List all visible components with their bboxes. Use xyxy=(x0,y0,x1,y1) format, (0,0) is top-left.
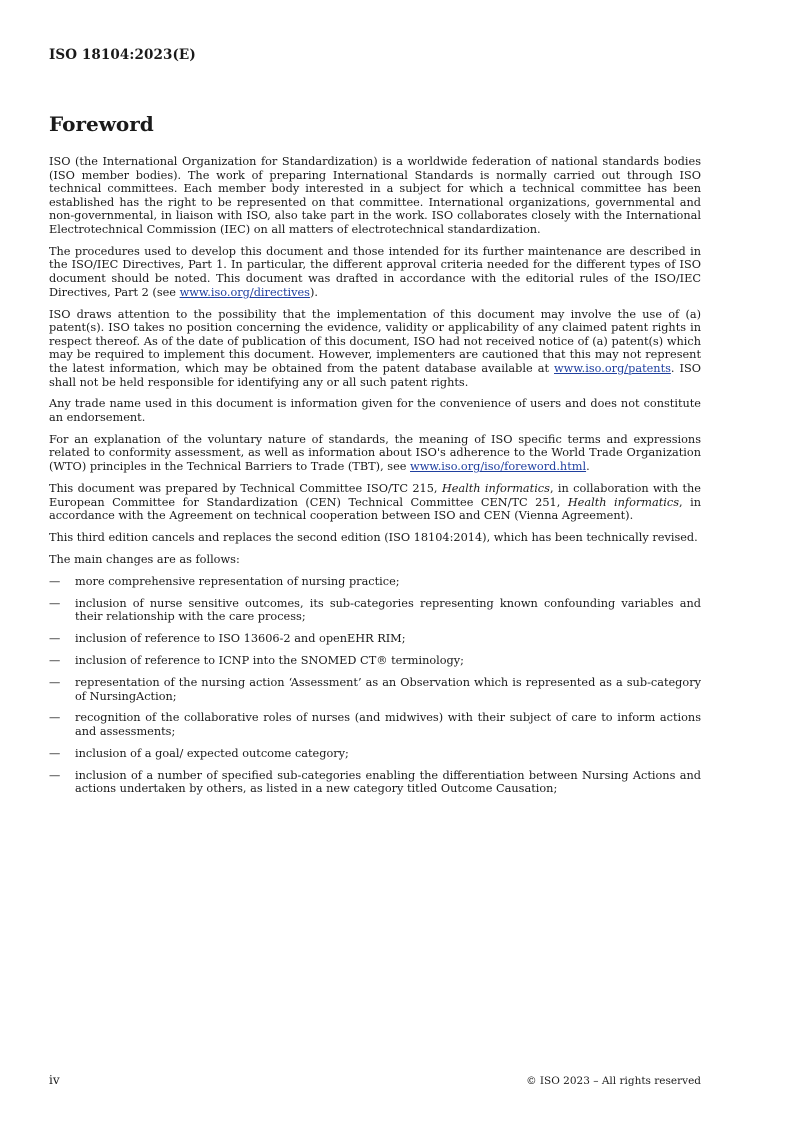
paragraph-text: This document was prepared by Technical Committee ISO/TC 215, xyxy=(49,481,442,495)
list-item xyxy=(49,711,701,738)
list-item-text: inclusion of a goal/ expected outcome category; xyxy=(75,746,349,760)
list-item-text: inclusion of reference to ICNP into the SNOMED CT® terminology; xyxy=(75,654,464,668)
paragraph-trade-name: Any trade name used in this document is information given for the convenience of users and does not constitute an endorsement. xyxy=(49,397,701,424)
foreword-link[interactable]: www.iso.org/iso/foreword.html xyxy=(410,460,587,474)
changes-list xyxy=(49,575,701,796)
dash-bullet: — xyxy=(49,711,61,725)
paragraph-text: ISO draws attention to the possibility that the implementation of this document may involve the use of (a) patent(s). ISO takes no position concerning the evidence, validity or applicability of any claimed patent rights in respect thereof. As of the date of publication of this document, ISO had not received notice of (a) patent(s) which may be required to implement this document. However, implementers are cautioned that this may not represent the latest information, which may be obtained from the patent database available at xyxy=(49,307,701,375)
list-item xyxy=(49,632,701,646)
list-item-text: inclusion of reference to ISO 13606-2 and openEHR RIM; xyxy=(75,632,406,646)
list-item-text: representation of the nursing action ‘Assessment’ as an Observation which is represented as a sub-category of NursingAction; xyxy=(75,675,701,703)
paragraph-patents xyxy=(49,308,701,390)
paragraph-text: . ISO shall not be held responsible for identifying any or all such patent rights. xyxy=(49,361,701,389)
paragraph-changes-intro: The main changes are as follows: xyxy=(49,552,240,566)
paragraph-text: The procedures used to develop this document and those intended for its further maintenance are described in the ISO/IEC Directives, Part 1. In particular, the different approval criteria needed for the different types of ISO document should be noted. This document was drafted in accordance with the editorial rules of the ISO/IEC Directives, Part 2 (see xyxy=(49,244,701,299)
dash-bullet: — xyxy=(49,746,61,760)
list-item-text: more comprehensive representation of nursing practice; xyxy=(75,574,400,588)
document-page xyxy=(49,0,701,1122)
paragraph-text: . xyxy=(586,460,590,474)
paragraph-committee xyxy=(49,482,701,523)
list-item xyxy=(49,575,701,589)
committee-name: Health informatics xyxy=(567,495,680,509)
paragraph-text: For an explanation of the voluntary nature of standards, the meaning of ISO specific terms and expressions related to conformity assessment, as well as information about ISO's adherence to the World Trade Organization (WTO) principles in the Technical Barriers to Trade (TBT), see xyxy=(49,432,701,474)
paragraph-text: , in collaboration with the European Committee for Standardization (CEN) Technical Committee CEN/TC 251, xyxy=(49,481,701,509)
paragraph-text: , in accordance with the Agreement on technical cooperation between ISO and CEN (Vienna Agreement). xyxy=(49,495,701,523)
list-item-text: inclusion of a number of specified sub-categories enabling the differentiation between Nursing Actions and actions undertaken by others, as listed in a new category titled Outcome Causation; xyxy=(75,768,701,796)
list-item xyxy=(49,597,701,624)
list-item xyxy=(49,769,701,796)
list-item xyxy=(49,747,701,761)
document-id: ISO 18104:2023(E) xyxy=(49,47,196,63)
patents-link[interactable]: www.iso.org/patents xyxy=(554,361,671,375)
dash-bullet: — xyxy=(49,654,61,668)
dash-bullet: — xyxy=(49,574,61,588)
list-item xyxy=(49,676,701,703)
paragraph-voluntary-nature xyxy=(49,433,701,474)
dash-bullet: — xyxy=(49,675,61,689)
page-number: iv xyxy=(49,1073,60,1087)
directives-link[interactable]: www.iso.org/directives xyxy=(179,285,310,299)
dash-bullet: — xyxy=(49,768,61,782)
dash-bullet: — xyxy=(49,596,61,610)
paragraph-procedures xyxy=(49,245,701,299)
paragraph-edition: This third edition cancels and replaces the second edition (ISO 18104:2014), which has been technically revised. xyxy=(49,531,698,545)
committee-name: Health informatics xyxy=(441,481,550,495)
dash-bullet: — xyxy=(49,632,61,646)
paragraph-iso-intro: ISO (the International Organization for Standardization) is a worldwide federation of national standards bodies (ISO member bodies). The work of preparing International Standards is normally carried out through ISO technical committees. Each member body interested in a subject for which a technical committee has been established has the right to be represented on that committee. International organizations, governmental and non-governmental, in liaison with ISO, also take part in the work. ISO collaborates closely with the International Electrotechnical Commission (IEC) on all matters of electrotechnical standardization. xyxy=(49,155,701,236)
list-item-text: recognition of the collaborative roles of nurses (and midwives) with their subject of care to inform actions and assessments; xyxy=(75,711,701,739)
foreword-body xyxy=(49,155,701,804)
copyright-notice: © ISO 2023 – All rights reserved xyxy=(526,1075,701,1087)
paragraph-text: ). xyxy=(309,285,318,299)
list-item-text: inclusion of nurse sensitive outcomes, its sub-categories representing known confounding variables and their relationship with the care process; xyxy=(75,596,701,624)
page-title: Foreword xyxy=(49,112,154,136)
list-item xyxy=(49,654,701,668)
